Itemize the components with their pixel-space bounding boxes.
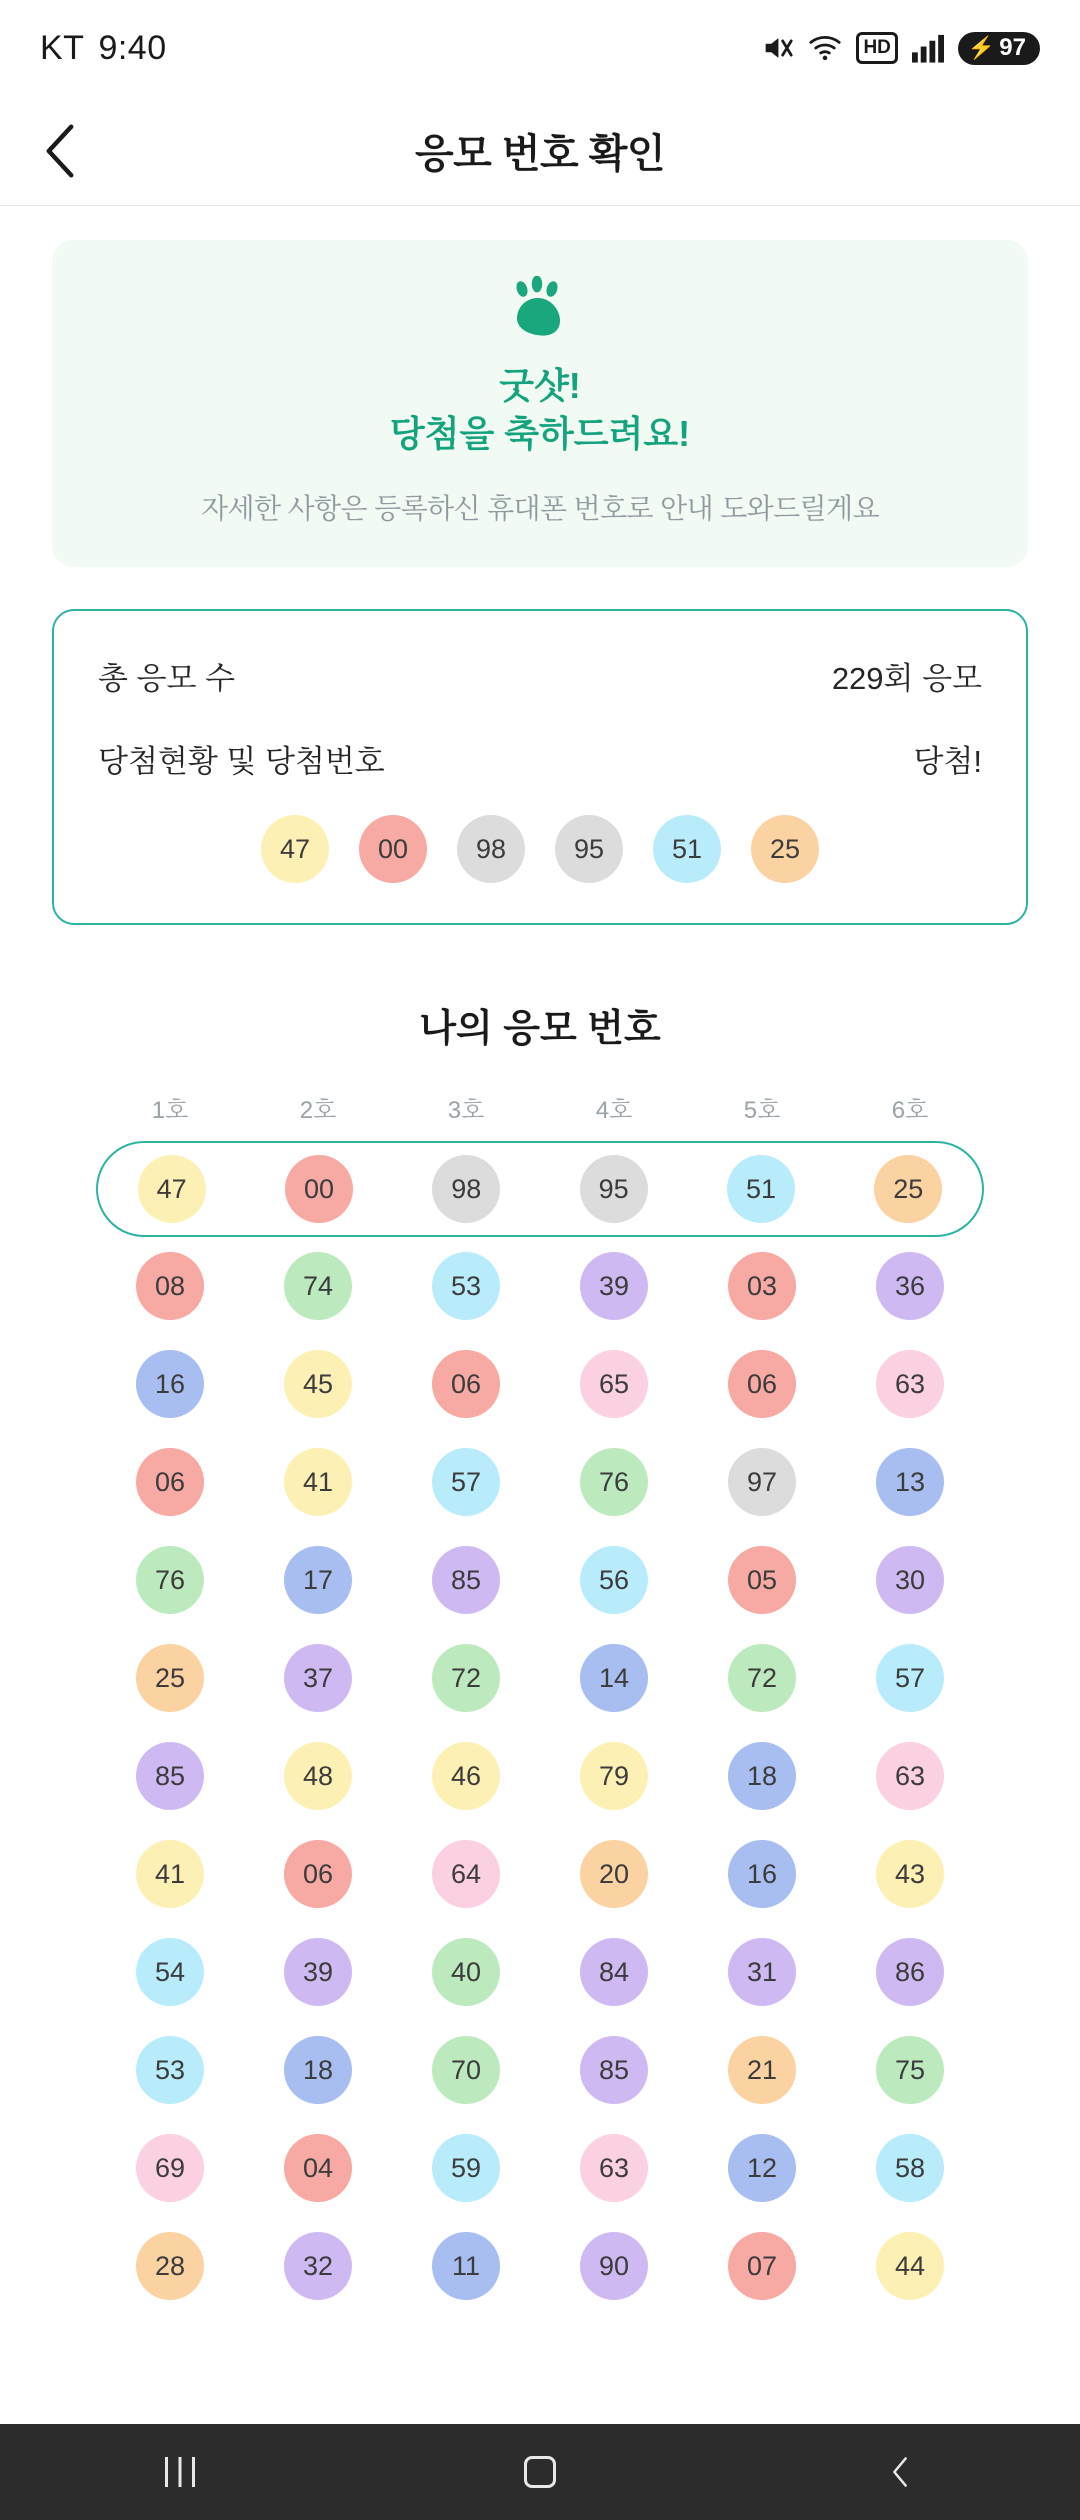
total-entries-row	[98, 653, 982, 698]
home-button[interactable]	[460, 2424, 620, 2520]
entry-row	[96, 1825, 984, 1923]
entry-number-ball: 84	[580, 1938, 648, 2006]
entry-number-ball: 39	[284, 1938, 352, 2006]
result-title-line1: 굿샷!	[499, 365, 581, 406]
entry-number-ball: 07	[728, 2232, 796, 2300]
entry-number-ball: 79	[580, 1742, 648, 1810]
entry-number-ball: 43	[876, 1840, 944, 1908]
entry-number-ball: 06	[432, 1350, 500, 1418]
entry-number-ball: 53	[432, 1252, 500, 1320]
entry-number-ball: 63	[580, 2134, 648, 2202]
winning-number-ball: 25	[751, 815, 819, 883]
entry-number-ball: 86	[876, 1938, 944, 2006]
entry-row-winning	[96, 1141, 984, 1237]
win-status-label: 당첨현황 및 당첨번호	[98, 744, 385, 780]
entry-number-ball: 25	[136, 1644, 204, 1712]
entry-number-ball: 03	[728, 1252, 796, 1320]
chevron-left-icon	[43, 123, 77, 179]
entry-number-ball: 54	[136, 1938, 204, 2006]
entry-number-ball: 16	[728, 1840, 796, 1908]
entry-number-ball: 44	[876, 2232, 944, 2300]
entry-number-ball: 51	[727, 1155, 795, 1223]
entry-number-ball: 16	[136, 1350, 204, 1418]
total-entries-value: 229회 응모	[831, 661, 982, 697]
entry-number-ball: 18	[728, 1742, 796, 1810]
entry-number-ball: 72	[728, 1644, 796, 1712]
clock-label: 9:40	[98, 28, 167, 67]
grid-column-header: 2호	[299, 1097, 337, 1125]
entry-number-ball: 36	[876, 1252, 944, 1320]
entry-number-ball: 64	[432, 1840, 500, 1908]
entry-number-ball: 72	[432, 1644, 500, 1712]
entry-number-ball: 25	[874, 1155, 942, 1223]
grid-column-headers	[96, 1090, 984, 1125]
back-button[interactable]	[24, 115, 96, 187]
entry-number-ball: 14	[580, 1644, 648, 1712]
winning-number-ball: 95	[555, 815, 623, 883]
result-card	[52, 240, 1028, 567]
entry-row	[96, 2119, 984, 2217]
entry-number-ball: 04	[284, 2134, 352, 2202]
page-title: 응모 번호 확인	[414, 132, 666, 176]
entry-number-ball: 46	[432, 1742, 500, 1810]
entry-number-ball: 97	[728, 1448, 796, 1516]
result-title-line2: 당첨을 축하드려요!	[389, 412, 691, 454]
entry-number-ball: 08	[136, 1252, 204, 1320]
result-subtitle: 자세한 사항은 등록하신 휴대폰 번호로 안내 도와드릴게요	[201, 493, 879, 525]
entry-number-ball: 90	[580, 2232, 648, 2300]
entry-number-ball: 57	[876, 1644, 944, 1712]
entry-row	[96, 1335, 984, 1433]
scroll-content[interactable]	[0, 206, 1080, 2424]
entry-number-ball: 74	[284, 1252, 352, 1320]
entry-number-ball: 12	[728, 2134, 796, 2202]
entry-number-ball: 85	[432, 1546, 500, 1614]
entry-row	[96, 1923, 984, 2021]
entry-number-ball: 45	[284, 1350, 352, 1418]
win-status-row	[98, 736, 982, 781]
entry-number-ball: 18	[284, 2036, 352, 2104]
entry-row	[96, 1433, 984, 1531]
entry-number-ball: 13	[876, 1448, 944, 1516]
total-entries-label: 총 응모 수	[98, 661, 236, 697]
grid-column-header: 6호	[891, 1097, 929, 1125]
entry-number-ball: 63	[876, 1742, 944, 1810]
winning-number-ball: 98	[457, 815, 525, 883]
entry-number-ball: 95	[580, 1155, 648, 1223]
entry-number-ball: 48	[284, 1742, 352, 1810]
entry-row	[96, 1237, 984, 1335]
battery-level: 97	[999, 33, 1026, 61]
entry-number-ball: 21	[728, 2036, 796, 2104]
winning-number-ball: 00	[359, 815, 427, 883]
my-numbers-title: 나의 응모 번호	[419, 1008, 661, 1051]
app-bar	[0, 96, 1080, 206]
winning-number-ball: 51	[653, 815, 721, 883]
mute-icon	[760, 31, 794, 65]
entry-number-ball: 40	[432, 1938, 500, 2006]
win-status-value: 당첨!	[913, 744, 982, 780]
entry-number-ball: 11	[432, 2232, 500, 2300]
entry-number-ball: 41	[136, 1840, 204, 1908]
entry-number-ball: 69	[136, 2134, 204, 2202]
entry-row	[96, 2021, 984, 2119]
entry-number-ball: 47	[138, 1155, 206, 1223]
my-numbers-grid	[0, 1090, 1080, 2315]
entry-number-ball: 98	[432, 1155, 500, 1223]
entry-row	[96, 1531, 984, 1629]
entry-number-ball: 65	[580, 1350, 648, 1418]
recent-apps-button[interactable]	[100, 2424, 260, 2520]
nav-back-button[interactable]	[820, 2424, 980, 2520]
recent-apps-icon	[165, 2457, 195, 2487]
wifi-icon	[808, 33, 842, 63]
battery-indicator	[958, 32, 1040, 65]
winning-number-row	[98, 815, 982, 883]
entry-number-ball: 05	[728, 1546, 796, 1614]
carrier-label: KT	[40, 28, 85, 67]
entry-number-ball: 39	[580, 1252, 648, 1320]
entry-number-ball: 76	[580, 1448, 648, 1516]
grid-rows	[96, 1141, 984, 2315]
status-right	[760, 31, 1040, 65]
entry-number-ball: 06	[136, 1448, 204, 1516]
entry-number-ball: 75	[876, 2036, 944, 2104]
entry-number-ball: 85	[136, 1742, 204, 1810]
entry-number-ball: 41	[284, 1448, 352, 1516]
entry-number-ball: 37	[284, 1644, 352, 1712]
grid-column-header: 3호	[447, 1097, 485, 1125]
entry-number-ball: 00	[285, 1155, 353, 1223]
entry-number-ball: 30	[876, 1546, 944, 1614]
entry-number-ball: 63	[876, 1350, 944, 1418]
system-nav-bar	[0, 2424, 1080, 2520]
grid-column-header: 5호	[743, 1097, 781, 1125]
entry-number-ball: 59	[432, 2134, 500, 2202]
back-icon	[883, 2455, 917, 2489]
entry-number-ball: 56	[580, 1546, 648, 1614]
grid-column-header: 4호	[595, 1097, 633, 1125]
charging-bolt-icon: ⚡	[967, 34, 996, 60]
entry-row	[96, 2217, 984, 2315]
entry-number-ball: 06	[728, 1350, 796, 1418]
entry-number-ball: 17	[284, 1546, 352, 1614]
entry-number-ball: 85	[580, 2036, 648, 2104]
entry-number-ball: 57	[432, 1448, 500, 1516]
entry-row	[96, 1629, 984, 1727]
entry-number-ball: 28	[136, 2232, 204, 2300]
entry-number-ball: 70	[432, 2036, 500, 2104]
summary-card	[52, 609, 1028, 925]
status-left	[40, 29, 167, 68]
hd-icon: HD	[856, 32, 897, 64]
grid-column-header: 1호	[151, 1097, 189, 1125]
winning-number-ball: 47	[261, 815, 329, 883]
home-icon	[524, 2456, 556, 2488]
entry-number-ball: 20	[580, 1840, 648, 1908]
paw-icon	[504, 276, 576, 338]
status-bar	[0, 0, 1080, 96]
entry-number-ball: 58	[876, 2134, 944, 2202]
signal-icon	[912, 33, 944, 63]
entry-row	[96, 1727, 984, 1825]
entry-number-ball: 53	[136, 2036, 204, 2104]
entry-number-ball: 06	[284, 1840, 352, 1908]
entry-number-ball: 76	[136, 1546, 204, 1614]
entry-number-ball: 31	[728, 1938, 796, 2006]
entry-number-ball: 32	[284, 2232, 352, 2300]
